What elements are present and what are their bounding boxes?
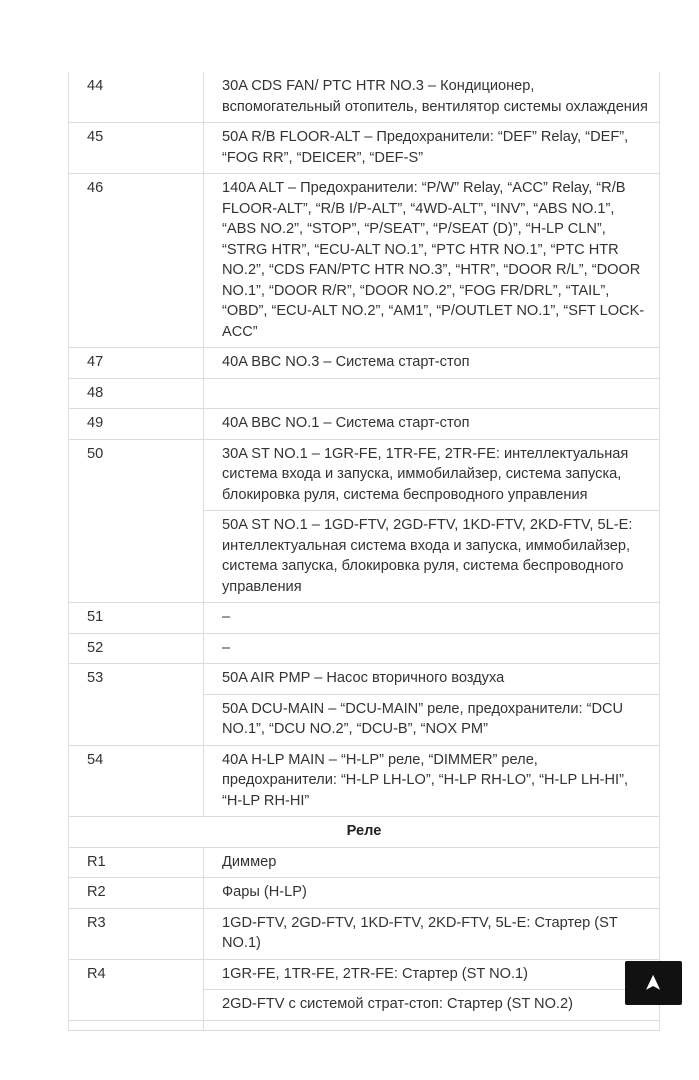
table-row: [69, 878, 660, 909]
fuse-description: Фары (H-LP): [204, 878, 660, 909]
table-row: [69, 72, 660, 123]
fuse-number: R2: [69, 878, 204, 909]
fuse-number: 53: [69, 664, 204, 746]
fuse-description: 30A ST NO.1 – 1GR-FE, 1TR-FE, 2TR-FE: интеллектуальная система входа и запуска, иммобилайзер, система запуска, блокировка руля, система беспроводного управления: [204, 439, 660, 511]
fuse-description: 40A H-LP MAIN – “H-LP” реле, “DIMMER” реле, предохранители: “H-LP LH-LO”, “H-LP RH-LO”, “H-LP LH-HI”, “H-LP RH-HI”: [204, 745, 660, 817]
fuse-number: 45: [69, 123, 204, 174]
fuse-number: [69, 1020, 204, 1030]
fuse-description: [204, 1020, 660, 1030]
fuse-description: –: [204, 633, 660, 664]
fuse-number: 52: [69, 633, 204, 664]
table-row: [69, 664, 660, 695]
table-row: [69, 603, 660, 634]
fuse-description: 50A DCU-MAIN – “DCU-MAIN” реле, предохранители: “DCU NO.1”, “DCU NO.2”, “DCU-B”, “NOX PM”: [204, 694, 660, 745]
fuse-number: R3: [69, 908, 204, 959]
fuse-description: 140A ALT – Предохранители: “P/W” Relay, “ACC” Relay, “R/B FLOOR-ALT”, “R/B I/P-ALT”, “4WD-ALT”, “INV”, “ABS NO.1”, “ABS NO.2”, “STOP”, “P/SEAT”, “P/SEAT (D)”, “H-LP CLN”, “STRG HTR”, “ECU-ALT NO.1”, “PTC HTR NO.1”, “PTC HTR NO.2”, “CDS FAN/PTC HTR NO.3”, “HTR”, “DOOR R/L”, “DOOR NO.1”, “DOOR R/R”, “DOOR NO.2”, “FOG FR/DRL”, “TAIL”, “OBD”, “ECU-ALT NO.2”, “AM1”, “P/OUTLET NO.1”, “SFT LOCK-ACC”: [204, 174, 660, 348]
fuse-description: 50A ST NO.1 – 1GD-FTV, 2GD-FTV, 1KD-FTV, 2KD-FTV, 5L-E: интеллектуальная система входа и запуска, иммобилайзер, система запуска, блокировка руля, система беспроводного управления: [204, 511, 660, 603]
fuse-number: 51: [69, 603, 204, 634]
table-row: [69, 959, 660, 990]
fuse-description: 2GD-FTV с системой страт-стоп: Стартер (ST NO.2): [204, 990, 660, 1021]
fuse-description: [204, 378, 660, 409]
fuse-table: [68, 72, 660, 1031]
fuse-description: 1GD-FTV, 2GD-FTV, 1KD-FTV, 2KD-FTV, 5L-E: Стартер (ST NO.1): [204, 908, 660, 959]
fuse-number: 49: [69, 409, 204, 440]
section-header-row: [69, 817, 660, 848]
arrow-up-icon: ➤: [640, 973, 666, 993]
table-row: [69, 847, 660, 878]
fuse-number: R4: [69, 959, 204, 1020]
fuse-number: R1: [69, 847, 204, 878]
scroll-to-top-button[interactable]: [625, 961, 682, 1005]
relay-section-title: Реле: [69, 817, 660, 848]
fuse-number: 50: [69, 439, 204, 603]
table-row: [69, 1020, 660, 1030]
table-row: [69, 633, 660, 664]
fuse-number: 44: [69, 72, 204, 123]
fuse-number: 47: [69, 348, 204, 379]
table-row: [69, 409, 660, 440]
fuse-description: 40A BBC NO.3 – Система старт-стоп: [204, 348, 660, 379]
fuse-description: –: [204, 603, 660, 634]
fuse-description: 30A CDS FAN/ PTC HTR NO.3 – Кондиционер, вспомогательный отопитель, вентилятор системы охлаждения: [204, 72, 660, 123]
fuse-description: 40A BBC NO.1 – Система старт-стоп: [204, 409, 660, 440]
fuse-number: 46: [69, 174, 204, 348]
fuse-description: 50A R/B FLOOR-ALT – Предохранители: “DEF” Relay, “DEF”, “FOG RR”, “DEICER”, “DEF-S”: [204, 123, 660, 174]
fuse-description: 1GR-FE, 1TR-FE, 2TR-FE: Стартер (ST NO.1): [204, 959, 660, 990]
table-row: [69, 174, 660, 348]
table-row: [69, 745, 660, 817]
fuse-description: 50A AIR PMP – Насос вторичного воздуха: [204, 664, 660, 695]
fuse-description: Диммер: [204, 847, 660, 878]
fuse-table-body: [69, 72, 660, 1030]
table-row: [69, 439, 660, 511]
fuse-number: 54: [69, 745, 204, 817]
table-row: [69, 348, 660, 379]
table-row: [69, 908, 660, 959]
fuse-number: 48: [69, 378, 204, 409]
table-row: [69, 378, 660, 409]
table-row: [69, 123, 660, 174]
